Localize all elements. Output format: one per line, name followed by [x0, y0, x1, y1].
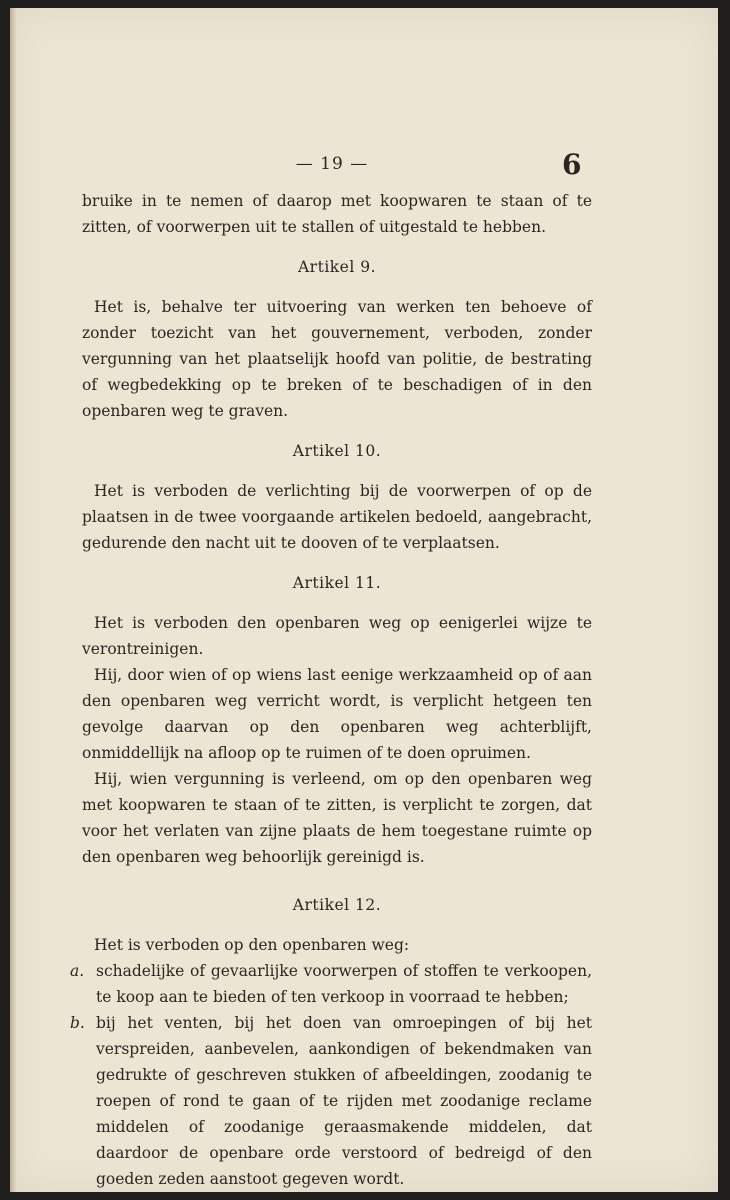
article-9-heading: Artikel 9. — [297, 258, 377, 276]
article-10-heading: Artikel 10. — [292, 442, 382, 460]
list-item — [70, 1010, 592, 1192]
article-11-paragraph-2: Hij, door wien of op wiens last eenige werkzaamheid op of aan den openbaren weg verricht wordt, is verplicht hetgeen ten gevolge daarvan op den openbaren weg achterblijft, onmiddellijk na afloop op te ruimen of te doen opruimen. — [82, 666, 592, 762]
article-10-text: Het is verboden de verlichting bij de voorwerpen of op de plaatsen in de twee voorgaande artikelen bedoeld, aangebracht, gedurende den nacht uit te dooven of te verplaatsen. — [82, 482, 592, 552]
page-spine-edge — [10, 8, 16, 1192]
page-body — [70, 188, 592, 1192]
document-page — [10, 8, 718, 1192]
sheet-number: 6 — [562, 148, 582, 181]
list-item — [70, 958, 592, 1010]
article-12-intro: Het is verboden op den openbaren weg: — [94, 936, 410, 954]
article-11-paragraph-3: Hij, wien vergunning is verleend, om op den openbaren weg met koopwaren te staan of te zitten, is verplicht te zorgen, dat voor het verlaten van zijne plaats de hem toegestane ruimte op den openbaren weg behoorlijk gereinigd is. — [82, 770, 592, 866]
list-item-text: bij het venten, bij het doen van omroepingen of bij het verspreiden, aanbevelen, aankondigen of bekendmaken van gedrukte of geschreven stukken of afbeeldingen, zoodanig te roepen of rond te gaan of te rijden met zoodanige reclame middelen of zoodanige geraasmakende middelen, dat daardoor de openbare orde verstoord of bedreigd of den goeden zeden aanstoot gegeven wordt. — [96, 1014, 592, 1188]
list-marker: a. — [70, 962, 85, 980]
list-marker: b. — [70, 1014, 85, 1032]
article-11-heading: Artikel 11. — [292, 574, 382, 592]
page-header — [10, 148, 718, 184]
article-9-text: Het is, behalve ter uitvoering van werken ten behoeve of zonder toezicht van het gouvernement, verboden, zonder vergunning van het plaatselijk hoofd van politie, de bestrating of wegbedekking op te breken of te beschadigen of in den openbaren weg te graven. — [82, 298, 592, 420]
article-12-heading: Artikel 12. — [292, 896, 382, 914]
article-11-paragraph-1: Het is verboden den openbaren weg op eenigerlei wijze te verontreinigen. — [82, 614, 592, 658]
page-number: — 19 — — [295, 154, 369, 174]
continuation-paragraph: bruike in te nemen of daarop met koopwaren te staan of te zitten, of voorwerpen uit te stallen of uitgestald te hebben. — [82, 192, 592, 236]
list-item-text: schadelijke of gevaarlijke voorwerpen of stoffen te verkoopen, te koop aan te bieden of ten verkoop in voorraad te hebben; — [96, 962, 592, 1006]
